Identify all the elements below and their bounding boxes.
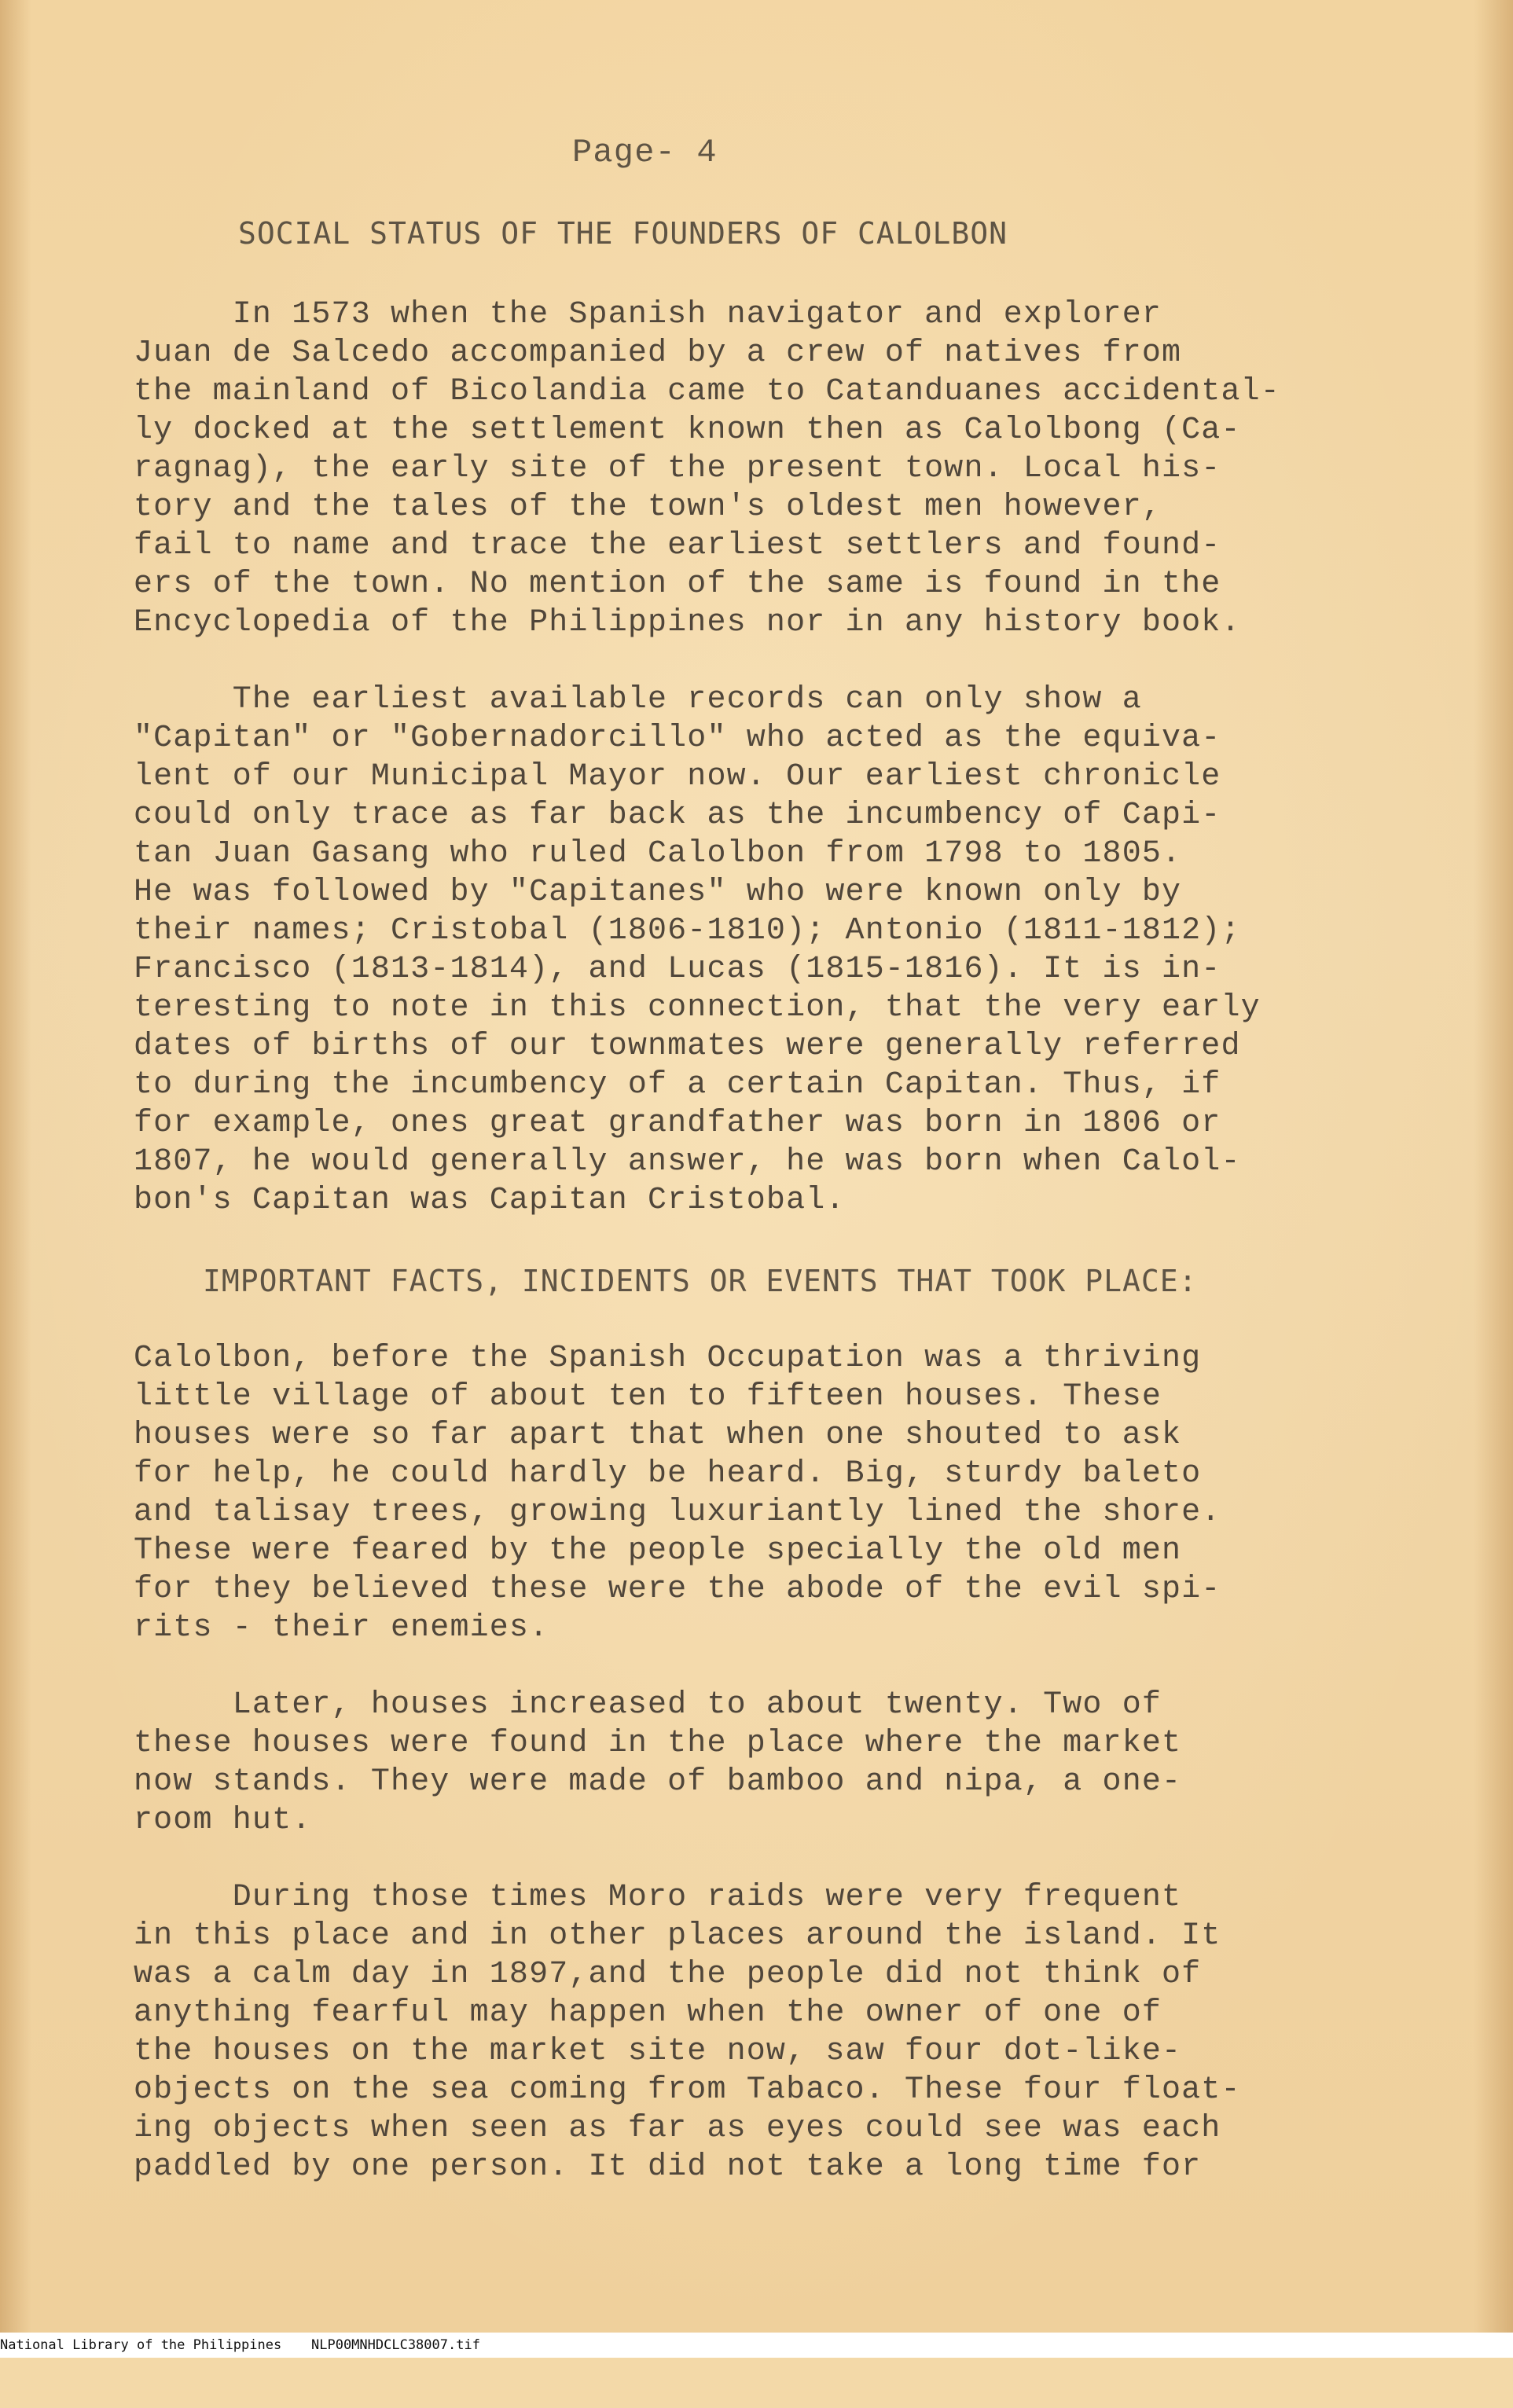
page-left-edge-shadow: [0, 0, 31, 2333]
paragraph-line: rits - their enemies.: [134, 1610, 549, 1646]
paragraph-line: the mainland of Bicolandia came to Catanduanes accidental-: [134, 374, 1280, 409]
paragraph-line: tory and the tales of the town's oldest men however,: [134, 490, 1162, 525]
section-title-important-facts: IMPORTANT FACTS, INCIDENTS OR EVENTS THAT TOOK PLACE:: [203, 1264, 1198, 1298]
paragraph-line: dates of births of our townmates were generally referred: [134, 1029, 1241, 1064]
paragraph-line: anything fearful may happen when the owner of one of: [134, 1995, 1162, 2031]
paragraph-line: bon's Capitan was Capitan Cristobal.: [134, 1183, 846, 1218]
paragraph-line: and talisay trees, growing luxuriantly lined the shore.: [134, 1495, 1221, 1530]
paragraph-line: ragnag), the early site of the present town. Local his-: [134, 451, 1221, 486]
paragraph-line: ly docked at the settlement known then as Calolbong (Ca-: [134, 413, 1241, 448]
paragraph-line: lent of our Municipal Mayor now. Our earliest chronicle: [134, 759, 1221, 795]
page-right-edge-shadow: [1474, 0, 1513, 2333]
paragraph-line: these houses were found in the place where the market: [134, 1726, 1182, 1761]
paragraph-line: houses were so far apart that when one shouted to ask: [134, 1418, 1182, 1453]
paragraph-line: In 1573 when the Spanish navigator and explorer: [134, 297, 1162, 332]
paragraph-line: paddled by one person. It did not take a long time for: [134, 2149, 1202, 2185]
paragraph-1: [134, 295, 1454, 642]
paragraph-line: room hut.: [134, 1803, 312, 1838]
paragraph-line: tan Juan Gasang who ruled Calolbon from 1798 to 1805.: [134, 836, 1182, 872]
paragraph-line: "Capitan" or "Gobernadorcillo" who acted as the equiva-: [134, 721, 1221, 756]
paragraph-5: [134, 1878, 1454, 2186]
paragraph-line: the houses on the market site now, saw four dot-like-: [134, 2034, 1182, 2069]
paragraph-line: ers of the town. No mention of the same is found in the: [134, 567, 1221, 602]
paragraph-line: 1807, he would generally answer, he was born when Calol-: [134, 1144, 1241, 1180]
paragraph-line: to during the incumbency of a certain Capitan. Thus, if: [134, 1067, 1221, 1103]
scan-footer-bar: [0, 2333, 1513, 2358]
paragraph-line: little village of about ten to fifteen houses. These: [134, 1379, 1162, 1415]
paragraph-line: was a calm day in 1897,and the people did not think of: [134, 1957, 1202, 1992]
paragraph-4: [134, 1686, 1454, 1840]
library-credit: National Library of the Philippines: [0, 2337, 282, 2353]
paragraph-line: Later, houses increased to about twenty. Two of: [134, 1687, 1162, 1723]
paragraph-3: [134, 1339, 1454, 1647]
paragraph-line: Francisco (1813-1814), and Lucas (1815-1816). It is in-: [134, 952, 1221, 987]
section-title-founders: SOCIAL STATUS OF THE FOUNDERS OF CALOLBON: [238, 216, 1008, 251]
paragraph-line: The earliest available records can only show a: [134, 682, 1142, 718]
paragraph-line: for they believed these were the abode of the evil spi-: [134, 1572, 1221, 1607]
paragraph-2: [134, 681, 1454, 1220]
page-number-label: Page- 4: [572, 134, 718, 171]
paragraph-line: During those times Moro raids were very frequent: [134, 1880, 1182, 1915]
paragraph-line: now stands. They were made of bamboo and nipa, a one-: [134, 1764, 1182, 1800]
paragraph-line: ing objects when seen as far as eyes could see was each: [134, 2111, 1221, 2146]
paragraph-line: Encyclopedia of the Philippines nor in any history book.: [134, 605, 1241, 641]
paragraph-line: objects on the sea coming from Tabaco. These four float-: [134, 2072, 1241, 2108]
paragraph-line: Calolbon, before the Spanish Occupation was a thriving: [134, 1341, 1202, 1376]
paragraph-line: He was followed by "Capitanes" who were known only by: [134, 875, 1182, 910]
paragraph-line: teresting to note in this connection, that the very early: [134, 990, 1261, 1026]
paragraph-line: fail to name and trace the earliest settlers and found-: [134, 528, 1221, 563]
paragraph-line: for help, he could hardly be heard. Big, sturdy baleto: [134, 1456, 1202, 1492]
scan-filename: NLP00MNHDCLC38007.tif: [311, 2337, 480, 2353]
paragraph-line: for example, ones great grandfather was born in 1806 or: [134, 1106, 1221, 1141]
paragraph-line: These were feared by the people specially the old men: [134, 1533, 1182, 1569]
paragraph-line: in this place and in other places around the island. It: [134, 1918, 1221, 1954]
paragraph-line: their names; Cristobal (1806-1810); Antonio (1811-1812);: [134, 913, 1241, 949]
paragraph-line: could only trace as far back as the incumbency of Capi-: [134, 798, 1221, 833]
paragraph-line: Juan de Salcedo accompanied by a crew of natives from: [134, 336, 1182, 371]
